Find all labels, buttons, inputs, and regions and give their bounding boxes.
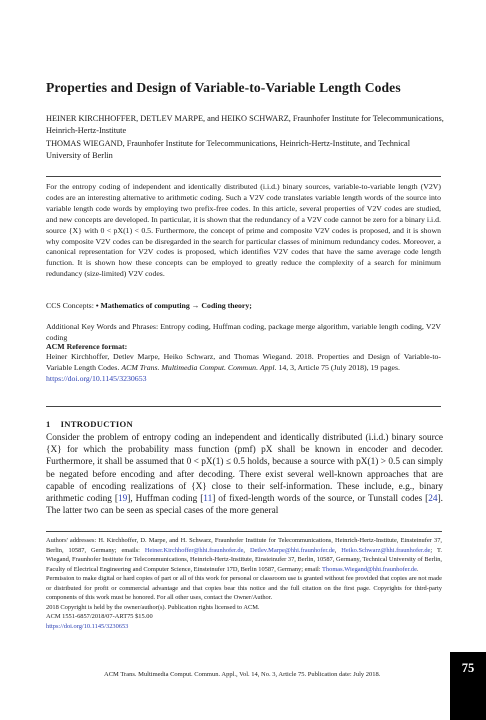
intro-text-b: ], Huffman coding [ [127,494,204,505]
section-title: INTRODUCTION [60,419,133,429]
footnote-rule [46,531,442,532]
reference-doi-link[interactable]: https://doi.org/10.1145/3230653 [46,373,147,383]
intro-paragraph [46,432,443,517]
email-link-2[interactable]: Detlev.Marpe@hhi.fraunhofer.de [249,546,335,554]
page-number: 75 [461,661,475,675]
section-number: 1 [46,419,51,429]
citation-11[interactable]: 11 [203,494,213,505]
ccs-label: CCS Concepts: [46,301,94,310]
ccs-value: • Mathematics of computing → Coding theory; [95,301,252,310]
author-affiliation-1: Fraunhofer Institute for Telecommunications, Heinrich-Hertz-Institute [46,114,444,136]
abstract-bottom-rule [46,406,441,407]
page-number-box [450,652,486,720]
keywords: Additional Key Words and Phrases: Entropy coding, Huffman coding, package merge algorithm, variable length coding, V2V coding [46,322,441,342]
abstract-top-rule [46,176,441,177]
reference-heading: ACM Reference format: [46,342,128,351]
footnote-block [46,536,442,631]
reference-rest: 14, 3, Article 75 (July 2018), 19 pages. [278,362,400,372]
footnote-doi-link[interactable]: https://doi.org/10.1145/3230653 [46,622,129,630]
author-affiliation-2: Fraunhofer Institute for Telecommunications, Heinrich-Hertz-Institute, and Technical University of Berlin [46,138,411,160]
intro-text-d: ]. The latter two can be seen as special cases of the more general [46,494,443,517]
citation-19[interactable]: 19 [117,494,128,505]
footnote-address-1: Authors' addresses: H. Kirchhoffer, D. Marpe, and H. Schwarz, Fraunhofer Institute for Telecommunications, Heinrich-Hertz-Institute, Einsteinufer 37, Berlin, 10587, Germany; emails: [46,537,442,554]
paper-title: Properties and Design of Variable-to-Variable Length Codes [46,80,401,95]
footnote-addresses: Authors' addresses: H. Kirchhoffer, D. Marpe, and H. Schwarz, Fraunhofer Institute for Telecommunications, Heinrich-Hertz-Institute, Einsteinufer 37, Berlin, 10587, Germany; emails: Heiner.Kirchhoffer@hhi.fraunhofer.de, Detlev.Marpe@hhi.fraunhofer.de, Heiko.Schwarz@hhi.fraunhofer.de; T. Wiegand, Fraunhofer Institute for Telecommunications, Heinrich-Hertz-Institute, Einsteinufer 37, Berlin, 10587, Germany, Technical University of Berlin, Faculty of Electrical Engineering and Computer Science, Einsteinufer 17D, Berlin 10587, Germany; email: Thomas.Wiegand@hhi.fraunhofer.de. [46,537,442,573]
abstract: For the entropy coding of independent and identically distributed (i.i.d.) binary sources, variable-to-variable length (V2V) codes are an interesting alternative to arithmetic coding. Such a V2V code translates variable length words of the source into variable length code words by employing two prefix-free codes. In this article, several properties of V2V codes are studied, and new concepts are developed. In particular, it is shown that the redundancy of a V2V code cannot be zero for a binary i.i.d. source {X} with 0 < pX(1) < 0.5. Furthermore, the concept of prime and composite V2V codes is proposed, and it is shown why composite V2V codes can be disregarded in the search for particular classes of minimum redundancy codes. Moreover, a canonical representation for V2V codes is proposed, which identifies V2V codes that have the same average code length function. It is shown how these concepts can be employed to greatly reduce the complexity of a search for minimum redundancy (size-limited) V2V codes. [46,182,441,279]
footnote-permission: Permission to make digital or hard copies of part or all of this work for personal or classroom use is granted without fee provided that copies are not made or distributed for profit or commercial advantage and that copies bear this notice and the full citation on the first page. Copyrights for third-party components of this work must be honored. For all other uses, contact the Owner/Author. [46,575,442,601]
ccs-concepts [46,301,441,312]
reference-text: Heiner Kirchhoffer, Detlev Marpe, Heiko Schwarz, and Thomas Wiegand. 2018. Properties and Design of Variable-to-Variable Length Codes. [46,352,441,372]
author-names-2: THOMAS WIEGAND, [46,138,125,148]
running-footer: ACM Trans. Multimedia Comput. Commun. Appl., Vol. 14, No. 3, Article 75. Publication date: July 2018. [104,671,381,678]
reference-format [46,352,441,385]
citation-24[interactable]: 24 [428,494,438,505]
footnote-address-2: T. Wiegand, Fraunhofer Institute for Telecommunications, Heinrich-Hertz-Institute, Einsteinufer 37, Berlin, 10587, Germany, Technical University of Berlin, Faculty of Electrical Engineering and Computer Science, Einsteinufer 17D, Berlin 10587, Germany; email: [46,546,442,573]
reference-journal: ACM Trans. Multimedia Comput. Commun. Appl. [121,362,277,372]
section-heading [46,419,133,429]
footnote-copyright: 2018 Copyright is held by the owner/author(s). Publication rights licensed to ACM. [46,603,260,611]
email-link-1[interactable]: Heiner.Kirchhoffer@hhi.fraunhofer.de [144,546,244,554]
intro-text-a: Consider the problem of entropy coding an independent and identically distributed (i.i.d.) binary source {X} for which the probability mass function (pmf) pX shall be known in encoder and decoder. Furthermore, it shall be assumed that 0 < pX(1) ≤ 0.5 holds, because a source with pX(1) > 0.5 can simply be negated before encoding and after decoding. There exist several well-known approaches that are capable of encoding realizations of {X} close to their self-information. These include, e.g., binary arithmetic coding [ [46,433,443,505]
email-link-3[interactable]: Heiko.Schwarz@hhi.fraunhofer.de [341,546,431,554]
author-names-1: HEINER KIRCHHOFFER, DETLEV MARPE, and HEIKO SCHWARZ, [46,114,291,123]
email-link-4[interactable]: Thomas.Wiegand@hhi.fraunhofer.de [322,565,417,573]
author-block [46,113,446,162]
intro-text-c: ] of fixed-length words of the source, or Tunstall codes [ [212,494,429,505]
footnote-issn: ACM 1551-6857/2018/07-ART75 $15.00 [46,613,153,620]
